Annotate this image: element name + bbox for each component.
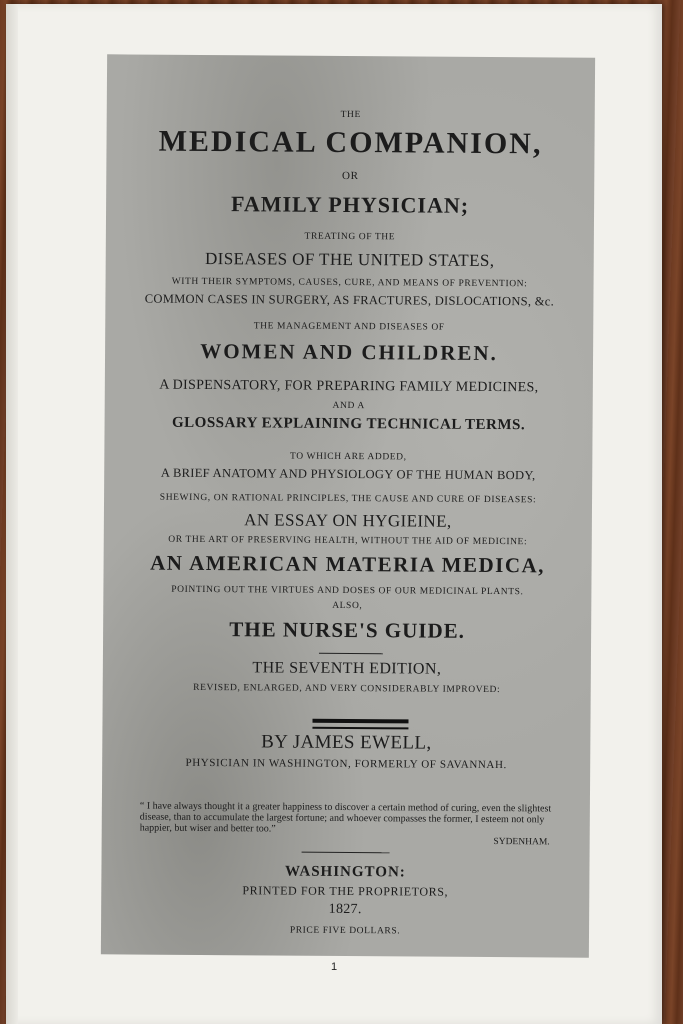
symptoms-line: WITH THEIR SYMPTOMS, CAUSES, CURE, AND MEANS OF PREVENTION: xyxy=(171,276,528,290)
printed-line: PRINTED FOR THE PROPRIETORS, xyxy=(242,883,449,899)
short-rule xyxy=(319,653,383,654)
the-line: THE xyxy=(340,109,361,121)
bottom-rule xyxy=(302,852,390,854)
page-gutter xyxy=(6,4,18,1024)
art-line: OR THE ART OF PRESERVING HEALTH, WITHOUT THE AID OF MEDICINE: xyxy=(168,534,528,548)
book-subtitle: FAMILY PHYSICIAN; xyxy=(231,191,470,218)
author-line: BY JAMES EWELL, xyxy=(261,731,432,754)
essay-line: AN ESSAY ON HYGIEINE, xyxy=(244,510,452,531)
shewing-line: SHEWING, ON RATIONAL PRINCIPLES, THE CAUSE AND CURE OF DISEASES: xyxy=(159,492,537,506)
book-title: MEDICAL COMPANION, xyxy=(158,124,543,161)
management-line: THE MANAGEMENT AND DISEASES OF xyxy=(253,321,445,333)
pointing-line: POINTING OUT THE VIRTUES AND DOSES OF OUR MEDICINAL PLANTS. xyxy=(171,584,524,598)
book-page xyxy=(6,4,662,1024)
edition-line: THE SEVENTH EDITION, xyxy=(252,659,442,678)
quote-author: SYDENHAM. xyxy=(493,837,550,848)
title-page-facsimile xyxy=(101,54,595,957)
nurses-guide-line: THE NURSE'S GUIDE. xyxy=(229,617,466,643)
added-line: TO WHICH ARE ADDED, xyxy=(289,451,407,463)
sydenham-quote: “ I have always thought it a greater happiness to discover a certain method of curing, even the slightest disease, than to accumulate the largest fortune; and whoever compasses the former, I esteem not only happier, but wiser and better too.” xyxy=(139,800,552,835)
year-line: 1827. xyxy=(328,901,362,918)
and-a-line: AND A xyxy=(332,400,365,412)
or-line: OR xyxy=(342,169,359,183)
place-line: WASHINGTON: xyxy=(285,863,406,881)
revised-line: REVISED, ENLARGED, AND VERY CONSIDERABLY IMPROVED: xyxy=(193,682,501,696)
double-rule xyxy=(312,719,408,730)
also-line: ALSO, xyxy=(332,600,363,612)
surgery-line: COMMON CASES IN SURGERY, AS FRACTURES, DISLOCATIONS, &c. xyxy=(144,291,555,309)
treating-line: TREATING OF THE xyxy=(304,231,396,243)
materia-medica-line: AN AMERICAN MATERIA MEDICA, xyxy=(150,550,546,578)
dispensatory-line: A DISPENSATORY, FOR PREPARING FAMILY MEDICINES, xyxy=(159,377,539,396)
diseases-line: DISEASES OF THE UNITED STATES, xyxy=(204,248,495,271)
price-line: PRICE FIVE DOLLARS. xyxy=(289,925,401,937)
women-children-line: WOMEN AND CHILDREN. xyxy=(200,338,498,366)
physician-line: PHYSICIAN IN WASHINGTON, FORMERLY OF SAVANNAH. xyxy=(185,756,507,772)
glossary-line: GLOSSARY EXPLAINING TECHNICAL TERMS. xyxy=(171,414,526,434)
anatomy-line: A BRIEF ANATOMY AND PHYSIOLOGY OF THE HUMAN BODY, xyxy=(160,465,536,483)
page-number: 1 xyxy=(330,961,338,973)
